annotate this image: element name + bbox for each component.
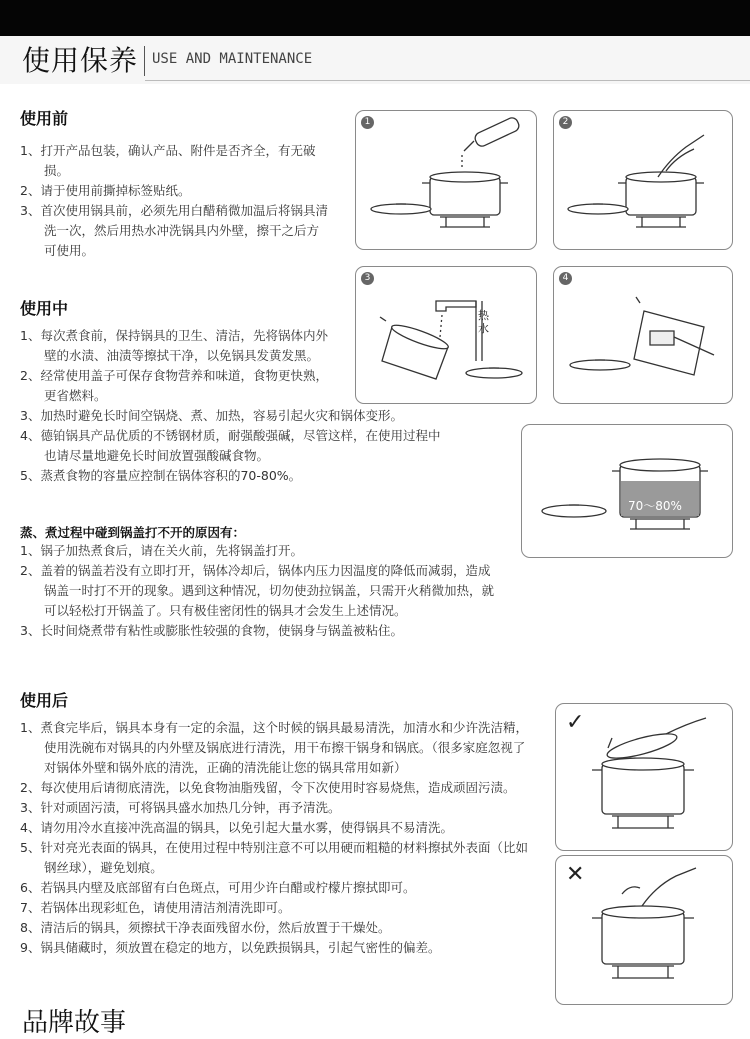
- list-item: 9、锅具储藏时，须放置在稳定的地方，以免跌损锅具，引起气密性的偏差。: [20, 940, 441, 955]
- list-item: 6、若锅具内壁及底部留有白色斑点，可用少许白醋或柠檬片擦拭即可。: [20, 880, 416, 895]
- during-use-title: 使用中: [20, 299, 69, 318]
- list-item: 3、加热时避免长时间空锅烧、煮、加热，容易引起火灾和锅体变形。: [20, 408, 403, 423]
- before-use-list: [20, 141, 330, 261]
- step-number: 1: [361, 116, 374, 129]
- list-item: 1、每次煮食前，保持锅具的卫生、清洁，先将锅体内外壁的水渍、油渍等擦拭干净，以免锅具发黄发黑。: [20, 328, 328, 363]
- pot-vinegar-icon: [356, 111, 536, 249]
- list-item: 4、德铂锅具产品优质的不锈钢材质，耐强酸强碱，尽管这样，在使用过程中也请尽量地避免长时间放置强酸碱食物。: [20, 428, 441, 463]
- pot-hand-icon: [554, 111, 732, 249]
- header-title-en: USE AND MAINTENANCE: [152, 51, 313, 67]
- list-item: 5、针对亮光表面的锅具，在使用过程中特别注意不可以用硬而粗糙的材料擦拭外表面（比如钢丝球），避免划痕。: [20, 840, 528, 875]
- list-item: 1、打开产品包装，确认产品、附件是否齐全，有无破损。: [20, 143, 316, 178]
- header-divider: [144, 46, 145, 76]
- lid-issue-list: [20, 541, 496, 641]
- header-title-zh: 使用保养: [22, 44, 139, 77]
- pot-capacity-icon: [522, 425, 732, 557]
- list-item: 7、若锅体出现彩虹色，请使用清洁剂清洗即可。: [20, 900, 291, 915]
- after-use-title: 使用后: [20, 691, 69, 710]
- illustration-step-4: [553, 266, 733, 404]
- after-use-list: [20, 718, 530, 958]
- top-bar: [0, 0, 750, 36]
- header-underline: [145, 80, 750, 81]
- list-item: 2、盖着的锅盖若没有立即打开，锅体冷却后，锅体内压力因温度的降低而减弱，造成锅盖一时打不开的现象。遇到这种情况，切勿使劲拉锅盖，只需开火稍微加热，就可以轻松打开锅盖了。只有极佳密闭性的锅具才会发生上述情况。: [20, 563, 495, 618]
- list-item: 2、经常使用盖子可保存食物营养和味道，食物更快熟，更省燃料。: [20, 368, 328, 403]
- hot-water-label: 热水: [478, 309, 489, 335]
- illustration-wrong-lid: [555, 855, 733, 1005]
- footer-title: 品牌故事: [22, 1008, 127, 1038]
- list-item: 3、长时间烧煮带有粘性或膨胀性较强的食物，使锅身与锅盖被粘住。: [20, 623, 403, 638]
- list-item: 5、蒸煮食物的容量应控制在锅体容积的70-80%。: [20, 468, 302, 483]
- section-header: [0, 36, 750, 84]
- list-item: 1、锅子加热煮食后，请在关火前，先将锅盖打开。: [20, 543, 303, 558]
- list-item: 3、针对顽固污渍，可将锅具盛水加热几分钟，再予清洗。: [20, 800, 341, 815]
- step-number: 3: [361, 272, 374, 285]
- illustration-step-2: [553, 110, 733, 250]
- step-number: 4: [559, 272, 572, 285]
- faucet-hot-water-icon: [356, 267, 536, 403]
- list-item: 1、煮食完毕后，锅具本身有一定的余温，这个时候的锅具最易清洗，加清水和少许洗洁精，使用洗碗布对锅具的内外壁及锅底进行清洗，用干布擦干锅身和锅底。（很多家庭忽视了对锅体外壁和锅外底的清洗，正确的清洗能让您的锅具常用如新）: [20, 720, 528, 775]
- before-use-title: 使用前: [20, 109, 69, 128]
- pot-drying-icon: [554, 267, 732, 403]
- illustration-step-1: [355, 110, 537, 250]
- capacity-label: 70～80%: [628, 499, 682, 513]
- list-item: 2、请于使用前撕掉标签贴纸。: [20, 183, 191, 198]
- illustration-correct-lid: [555, 703, 733, 851]
- list-item: 4、请勿用冷水直接冲洗高温的锅具，以免引起大量水雾，使得锅具不易清洗。: [20, 820, 453, 835]
- lid-issue-title: 蒸、煮过程中碰到锅盖打不开的原因有：: [20, 525, 246, 540]
- wrong-cross-icon: ✕: [566, 862, 585, 887]
- correct-check-icon: ✓: [566, 710, 585, 735]
- illustration-capacity: [521, 424, 733, 558]
- illustration-step-3: [355, 266, 537, 404]
- list-item: 3、首次使用锅具前，必须先用白醋稍微加温后将锅具清洗一次，然后用热水冲洗锅具内外壁，擦干之后方可使用。: [20, 203, 328, 258]
- list-item: 2、每次使用后请彻底清洗，以免食物油脂残留，令下次使用时容易烧焦，造成顽固污渍。: [20, 780, 516, 795]
- list-item: 8、清洁后的锅具，须擦拭干净表面残留水份，然后放置于干燥处。: [20, 920, 391, 935]
- step-number: 2: [559, 116, 572, 129]
